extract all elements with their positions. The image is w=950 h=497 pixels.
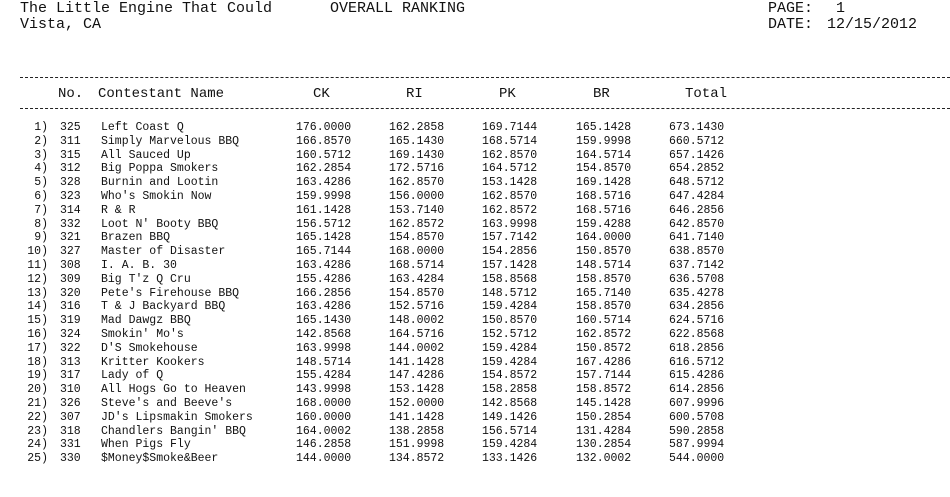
ck-cell: 162.2854 [296, 162, 352, 176]
ri-cell: 153.1428 [389, 383, 445, 397]
divider-top [20, 77, 950, 78]
rank-cell: 11) [27, 258, 48, 272]
contestant-cell: When Pigs Fly [101, 438, 191, 452]
col-header-ck: CK [313, 86, 330, 102]
table-row [0, 231, 950, 245]
br-cell: 165.7140 [576, 286, 632, 300]
rank-cell: 10) [27, 245, 48, 259]
total-cell: 622.8568 [669, 327, 725, 341]
number-cell: 317 [60, 369, 81, 383]
rank-cell: 17) [27, 341, 48, 355]
number-cell: 312 [60, 162, 81, 176]
table-row [0, 135, 950, 149]
br-cell: 169.1428 [576, 176, 632, 190]
ri-cell: 154.8570 [389, 231, 445, 245]
number-cell: 316 [60, 300, 81, 314]
total-cell: 641.7140 [669, 231, 725, 245]
ri-cell: 172.5716 [389, 162, 445, 176]
ck-cell: 144.0000 [296, 452, 352, 466]
total-cell: 614.2856 [669, 383, 725, 397]
ck-cell: 166.2856 [296, 286, 352, 300]
rank-cell: 6) [34, 189, 48, 203]
br-cell: 154.8570 [576, 162, 632, 176]
br-cell: 148.5714 [576, 258, 632, 272]
br-cell: 159.9998 [576, 134, 632, 148]
number-cell: 321 [60, 231, 81, 245]
contestant-cell: Big Poppa Smokers [101, 162, 219, 176]
rank-cell: 16) [27, 327, 48, 341]
number-cell: 328 [60, 176, 81, 190]
rank-cell: 15) [27, 314, 48, 328]
pk-cell: 163.9998 [482, 217, 538, 231]
col-header-total: Total [685, 86, 728, 102]
pk-cell: 169.7144 [482, 121, 538, 134]
pk-cell: 162.8570 [482, 148, 538, 162]
ri-cell: 152.0000 [389, 396, 445, 410]
pk-cell: 157.7142 [482, 231, 538, 245]
report-title: The Little Engine That Could [20, 0, 273, 17]
pk-cell: 148.5712 [482, 286, 538, 300]
pk-cell: 162.8570 [482, 189, 538, 203]
ri-cell: 156.0000 [389, 189, 445, 203]
table-row [0, 287, 950, 301]
ck-cell: 163.4286 [296, 176, 352, 190]
br-cell: 130.2854 [576, 438, 632, 452]
number-cell: 324 [60, 327, 81, 341]
ck-cell: 160.5712 [296, 148, 352, 162]
pk-cell: 157.1428 [482, 258, 538, 272]
table-row [0, 218, 950, 232]
table-row [0, 121, 950, 135]
total-cell: 618.2856 [669, 341, 725, 355]
br-cell: 159.4288 [576, 217, 632, 231]
total-cell: 587.9994 [669, 438, 725, 452]
table-row [0, 149, 950, 163]
contestant-cell: JD's Lipsmakin Smokers [101, 410, 253, 424]
col-header-no: No. [58, 86, 84, 102]
br-cell: 131.4284 [576, 424, 632, 438]
contestant-cell: T & J Backyard BBQ [101, 300, 226, 314]
br-cell: 158.8572 [576, 383, 632, 397]
rank-cell: 1) [34, 121, 48, 134]
br-cell: 157.7144 [576, 369, 632, 383]
ck-cell: 164.0002 [296, 424, 352, 438]
table-row [0, 452, 950, 466]
ck-cell: 160.0000 [296, 410, 352, 424]
total-cell: 544.0000 [669, 452, 725, 466]
ranking-table [0, 121, 950, 466]
ri-cell: 168.5714 [389, 258, 445, 272]
rank-cell: 19) [27, 369, 48, 383]
report-date: 12/15/2012 [827, 16, 918, 33]
pk-cell: 159.4284 [482, 438, 538, 452]
report-location: Vista, CA [20, 16, 102, 33]
ck-cell: 165.1430 [296, 314, 352, 328]
rank-cell: 13) [27, 286, 48, 300]
ri-cell: 144.0002 [389, 341, 445, 355]
number-cell: 325 [60, 121, 81, 134]
ck-cell: 168.0000 [296, 396, 352, 410]
ri-cell: 168.0000 [389, 245, 445, 259]
ck-cell: 155.4284 [296, 369, 352, 383]
br-cell: 168.5716 [576, 203, 632, 217]
total-cell: 660.5712 [669, 134, 725, 148]
rank-cell: 18) [27, 355, 48, 369]
pk-cell: 133.1426 [482, 452, 538, 466]
ri-cell: 147.4286 [389, 369, 445, 383]
br-cell: 132.0002 [576, 452, 632, 466]
ck-cell: 165.7144 [296, 245, 352, 259]
rank-cell: 24) [27, 438, 48, 452]
total-cell: 673.1430 [669, 121, 725, 134]
number-cell: 327 [60, 245, 81, 259]
number-cell: 331 [60, 438, 81, 452]
br-cell: 162.8572 [576, 327, 632, 341]
table-row [0, 397, 950, 411]
number-cell: 318 [60, 424, 81, 438]
total-cell: 637.7142 [669, 258, 725, 272]
total-cell: 638.8570 [669, 245, 725, 259]
table-row [0, 314, 950, 328]
total-cell: 616.5712 [669, 355, 725, 369]
ck-cell: 163.4286 [296, 300, 352, 314]
col-header-br: BR [593, 86, 610, 102]
ck-cell: 165.1428 [296, 231, 352, 245]
contestant-cell: Brazen BBQ [101, 231, 171, 245]
br-cell: 150.8572 [576, 341, 632, 355]
pk-cell: 156.5714 [482, 424, 538, 438]
table-row [0, 328, 950, 342]
ri-cell: 165.1430 [389, 134, 445, 148]
rank-cell: 20) [27, 383, 48, 397]
contestant-cell: Simply Marvelous BBQ [101, 134, 240, 148]
total-cell: 654.2852 [669, 162, 725, 176]
number-cell: 311 [60, 134, 81, 148]
total-cell: 636.5708 [669, 272, 725, 286]
contestant-cell: All Hogs Go to Heaven [101, 383, 246, 397]
table-row [0, 411, 950, 425]
br-cell: 158.8570 [576, 300, 632, 314]
ck-cell: 143.9998 [296, 383, 352, 397]
page-number: 1 [836, 0, 846, 17]
pk-cell: 142.8568 [482, 396, 538, 410]
contestant-cell: All Sauced Up [101, 148, 191, 162]
pk-cell: 150.8570 [482, 314, 538, 328]
contestant-cell: Chandlers Bangin' BBQ [101, 424, 246, 438]
pk-cell: 154.2856 [482, 245, 538, 259]
rank-cell: 25) [27, 452, 48, 466]
number-cell: 323 [60, 189, 81, 203]
total-cell: 648.5712 [669, 176, 725, 190]
br-cell: 164.5714 [576, 148, 632, 162]
ck-cell: 156.5712 [296, 217, 352, 231]
total-cell: 624.5716 [669, 314, 725, 328]
table-row [0, 383, 950, 397]
contestant-cell: D'S Smokehouse [101, 341, 198, 355]
br-cell: 145.1428 [576, 396, 632, 410]
ri-cell: 138.2858 [389, 424, 445, 438]
rank-cell: 9) [34, 231, 48, 245]
rank-cell: 12) [27, 272, 48, 286]
ri-cell: 141.1428 [389, 410, 445, 424]
rank-cell: 3) [34, 148, 48, 162]
br-cell: 158.8570 [576, 272, 632, 286]
ri-cell: 148.0002 [389, 314, 445, 328]
contestant-cell: R & R [101, 203, 136, 217]
br-cell: 150.2854 [576, 410, 632, 424]
ri-cell: 151.9998 [389, 438, 445, 452]
ri-cell: 152.5716 [389, 300, 445, 314]
number-cell: 315 [60, 148, 81, 162]
table-row [0, 162, 950, 176]
br-cell: 164.0000 [576, 231, 632, 245]
contestant-cell: Loot N' Booty BBQ [101, 217, 219, 231]
pk-cell: 152.5712 [482, 327, 538, 341]
table-row [0, 190, 950, 204]
contestant-cell: Steve's and Beeve's [101, 396, 233, 410]
total-cell: 590.2858 [669, 424, 725, 438]
page-label: PAGE: [768, 0, 814, 17]
ri-cell: 153.7140 [389, 203, 445, 217]
rank-cell: 4) [34, 162, 48, 176]
pk-cell: 159.4284 [482, 341, 538, 355]
pk-cell: 154.8572 [482, 369, 538, 383]
ri-cell: 169.1430 [389, 148, 445, 162]
table-row [0, 300, 950, 314]
ri-cell: 162.2858 [389, 121, 445, 134]
pk-cell: 159.4284 [482, 300, 538, 314]
br-cell: 165.1428 [576, 121, 632, 134]
rank-cell: 5) [34, 176, 48, 190]
total-cell: 615.4286 [669, 369, 725, 383]
rank-cell: 22) [27, 410, 48, 424]
table-row [0, 259, 950, 273]
divider-bottom [20, 108, 950, 109]
ck-cell: 146.2858 [296, 438, 352, 452]
number-cell: 310 [60, 383, 81, 397]
total-cell: 646.2856 [669, 203, 725, 217]
total-cell: 647.4284 [669, 189, 725, 203]
ri-cell: 163.4284 [389, 272, 445, 286]
pk-cell: 164.5712 [482, 162, 538, 176]
number-cell: 319 [60, 314, 81, 328]
pk-cell: 162.8572 [482, 203, 538, 217]
contestant-cell: Master of Disaster [101, 245, 226, 259]
ri-cell: 162.8572 [389, 217, 445, 231]
rank-cell: 2) [34, 134, 48, 148]
ck-cell: 163.4286 [296, 258, 352, 272]
pk-cell: 159.4284 [482, 355, 538, 369]
ck-cell: 159.9998 [296, 189, 352, 203]
pk-cell: 149.1426 [482, 410, 538, 424]
ck-cell: 166.8570 [296, 134, 352, 148]
ck-cell: 148.5714 [296, 355, 352, 369]
table-row [0, 204, 950, 218]
ri-cell: 134.8572 [389, 452, 445, 466]
ck-cell: 163.9998 [296, 341, 352, 355]
number-cell: 322 [60, 341, 81, 355]
number-cell: 313 [60, 355, 81, 369]
contestant-cell: Pete's Firehouse BBQ [101, 286, 240, 300]
contestant-cell: $Money$Smoke&Beer [101, 452, 219, 466]
ck-cell: 155.4286 [296, 272, 352, 286]
contestant-cell: I. A. B. 30 [101, 258, 177, 272]
ck-cell: 142.8568 [296, 327, 352, 341]
col-header-pk: PK [499, 86, 516, 102]
table-row [0, 425, 950, 439]
contestant-cell: Lady of Q [101, 369, 164, 383]
table-row [0, 356, 950, 370]
number-cell: 309 [60, 272, 81, 286]
contestant-cell: Left Coast Q [101, 121, 184, 134]
contestant-cell: Burnin and Lootin [101, 176, 219, 190]
number-cell: 332 [60, 217, 81, 231]
table-row [0, 342, 950, 356]
pk-cell: 153.1428 [482, 176, 538, 190]
number-cell: 314 [60, 203, 81, 217]
col-header-contestant: Contestant Name [98, 86, 225, 102]
contestant-cell: Smokin' Mo's [101, 327, 184, 341]
ri-cell: 164.5716 [389, 327, 445, 341]
contestant-cell: Who's Smokin Now [101, 189, 212, 203]
ri-cell: 162.8570 [389, 176, 445, 190]
report-name: OVERALL RANKING [330, 0, 466, 17]
ri-cell: 154.8570 [389, 286, 445, 300]
rank-cell: 14) [27, 300, 48, 314]
total-cell: 634.2856 [669, 300, 725, 314]
rank-cell: 21) [27, 396, 48, 410]
number-cell: 308 [60, 258, 81, 272]
br-cell: 168.5716 [576, 189, 632, 203]
table-row [0, 273, 950, 287]
contestant-cell: Big T'z Q Cru [101, 272, 191, 286]
number-cell: 330 [60, 452, 81, 466]
br-cell: 150.8570 [576, 245, 632, 259]
date-label: DATE: [768, 16, 814, 33]
col-header-ri: RI [406, 86, 423, 102]
number-cell: 326 [60, 396, 81, 410]
br-cell: 167.4286 [576, 355, 632, 369]
total-cell: 607.9996 [669, 396, 725, 410]
total-cell: 657.1426 [669, 148, 725, 162]
number-cell: 320 [60, 286, 81, 300]
pk-cell: 168.5714 [482, 134, 538, 148]
total-cell: 600.5708 [669, 410, 725, 424]
contestant-cell: Kritter Kookers [101, 355, 205, 369]
ck-cell: 161.1428 [296, 203, 352, 217]
number-cell: 307 [60, 410, 81, 424]
table-row [0, 369, 950, 383]
table-row [0, 438, 950, 452]
pk-cell: 158.8568 [482, 272, 538, 286]
rank-cell: 8) [34, 217, 48, 231]
total-cell: 635.4278 [669, 286, 725, 300]
table-row [0, 245, 950, 259]
rank-cell: 7) [34, 203, 48, 217]
contestant-cell: Mad Dawgz BBQ [101, 314, 191, 328]
rank-cell: 23) [27, 424, 48, 438]
pk-cell: 158.2858 [482, 383, 538, 397]
ri-cell: 141.1428 [389, 355, 445, 369]
ck-cell: 176.0000 [296, 121, 352, 134]
total-cell: 642.8570 [669, 217, 725, 231]
table-row [0, 176, 950, 190]
br-cell: 160.5714 [576, 314, 632, 328]
